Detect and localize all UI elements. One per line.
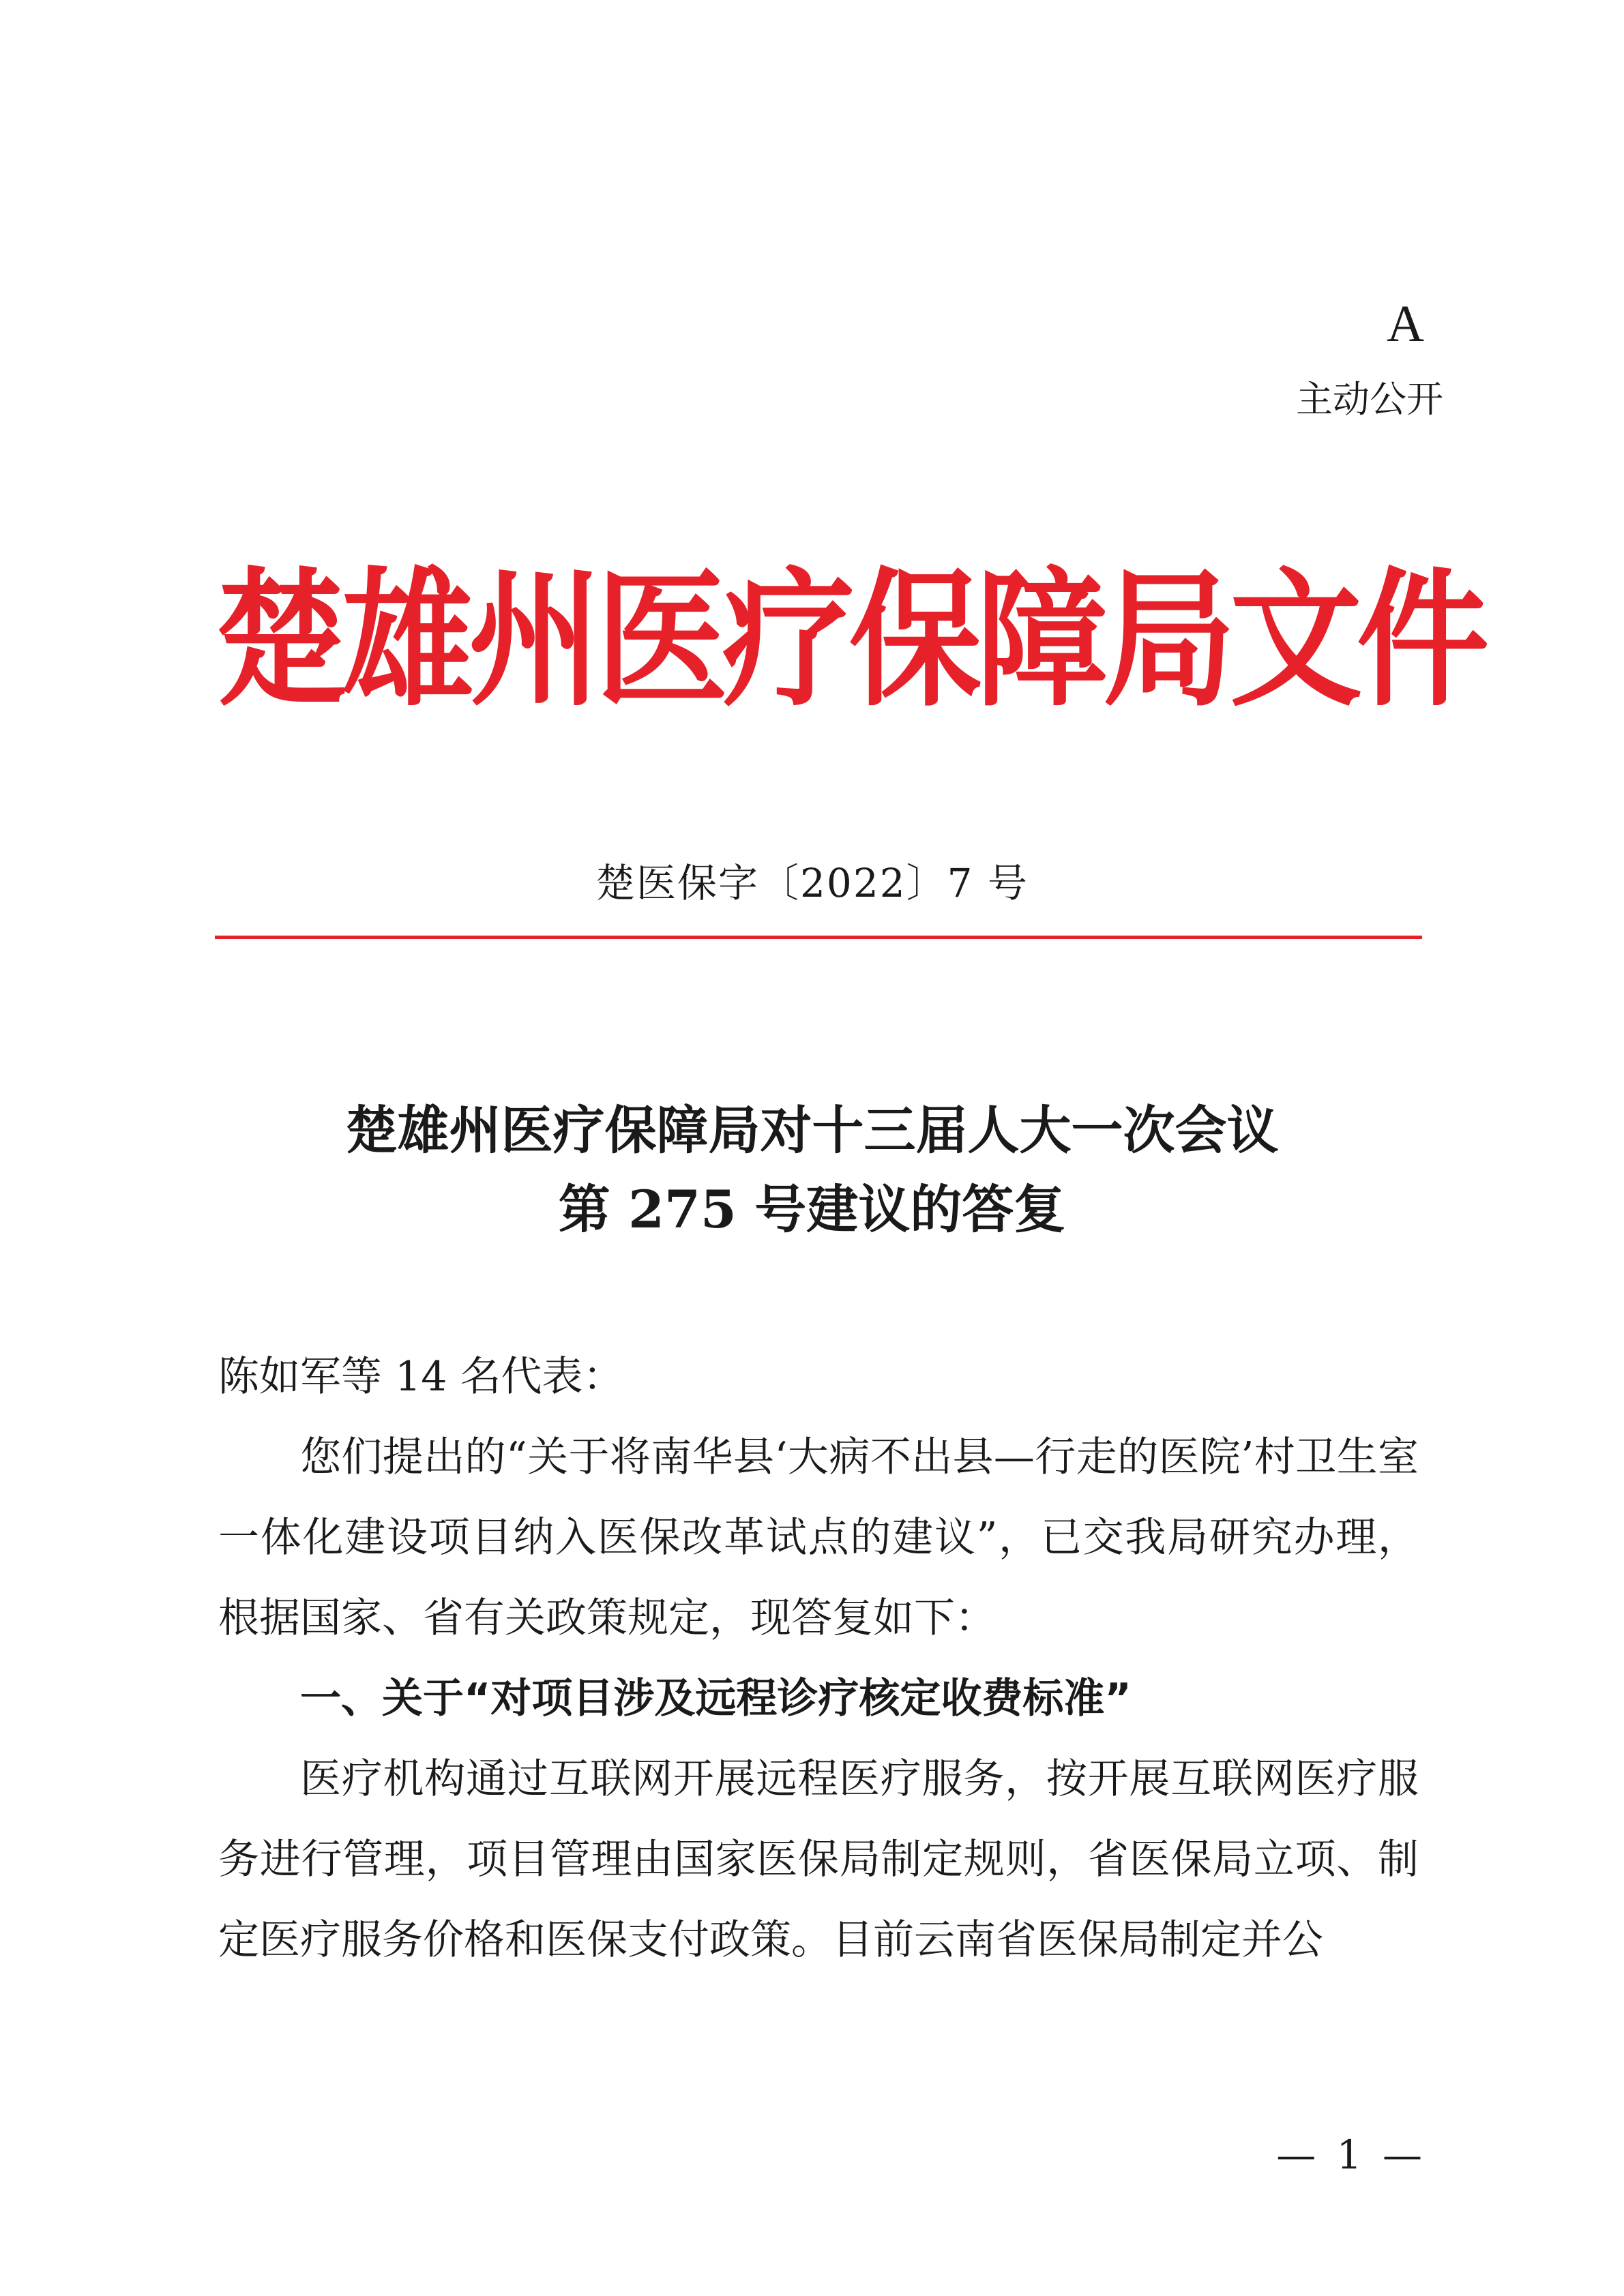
document-header-title: 楚雄州医疗保障局文件 bbox=[215, 554, 1483, 727]
reply-title-line-1: 楚雄州医疗保障局对十三届人大一次会议 bbox=[345, 1100, 1279, 1161]
disclosure-status: 主动公开 bbox=[1296, 378, 1443, 421]
classification-letter: A bbox=[1387, 295, 1424, 353]
document-number: 楚医保字〔2022〕7 号 bbox=[595, 860, 1029, 906]
intro-paragraph: 您们提出的“关于将南华县‘大病不出县—行走的医院’村卫生室一体化建设项目纳入医保改革试点的建议”，已交我局研究办理，根据国家、省有关政策规定，现答复如下： bbox=[218, 1433, 1419, 1642]
reply-title-line-2: 第 275 号建议的答复 bbox=[558, 1179, 1066, 1240]
section-paragraph: 医疗机构通过互联网开展远程医疗服务，按开展互联网医疗服务进行管理，项目管理由国家医保局制定规则，省医保局立项、制定医疗服务价格和医保支付政策。目前云南省医保局制定并公 bbox=[218, 1755, 1419, 1964]
page-number: — 1 — bbox=[1276, 2132, 1426, 2178]
red-divider-line bbox=[215, 936, 1422, 939]
classification-block bbox=[1296, 293, 1443, 427]
reply-title bbox=[0, 1091, 1624, 1249]
section-heading: 一、关于“对项目涉及远程诊疗核定收费标准” bbox=[300, 1675, 1132, 1723]
document-body bbox=[218, 1337, 1419, 1980]
salutation: 陈如军等 14 名代表： bbox=[218, 1353, 624, 1401]
